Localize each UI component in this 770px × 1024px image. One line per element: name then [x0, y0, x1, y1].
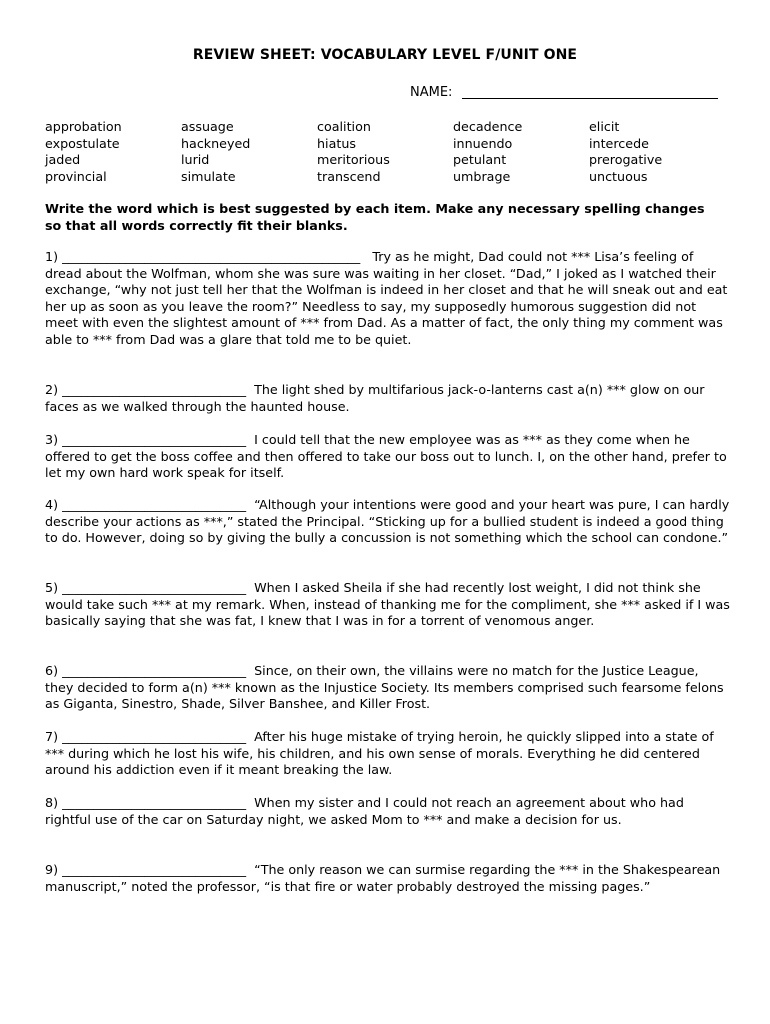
word-bank-item: petulant	[453, 152, 507, 168]
word-bank-item: unctuous	[589, 168, 648, 184]
answer-blank[interactable]: _____________________________	[62, 497, 247, 512]
question-item	[45, 795, 730, 828]
name-field	[410, 84, 718, 100]
question-text: Try as he might, Dad could not *** Lisa’s feeling of dread about the Wolfman, whom she was sure was waiting in her closet. “Dad,” I joked as I watched their exchange, “why not just tell her that the Wolfman is indeed in her closet and that he will sneak out and eat her up as soon as you leave the room?” Needless to say, my supposedly humorous suggestion did not meet with even the slightest amount of *** from Dad. As a matter of fact, the only thing my comment was able to *** from Dad was a glare that told me to be quiet.	[45, 249, 728, 347]
word-bank-item: transcend	[317, 168, 381, 184]
answer-blank[interactable]: _____________________________	[62, 432, 247, 447]
word-bank-item: lurid	[181, 152, 210, 168]
answer-blank[interactable]: _____________________________	[62, 382, 247, 397]
question-text: The light shed by multifarious jack-o-lanterns cast a(n) *** glow on our faces as we walked through the haunted house.	[45, 382, 705, 414]
word-bank-item: approbation	[45, 119, 122, 134]
word-bank-item: simulate	[181, 168, 236, 184]
question-item	[45, 862, 730, 895]
question-text: “The only reason we can surmise regarding the *** in the Shakespearean manuscript,” noted the professor, “is that fire or water probably destroyed the missing pages.”	[45, 862, 721, 894]
word-bank	[45, 119, 745, 185]
word-bank-item: decadence	[453, 119, 523, 134]
answer-blank[interactable]: _____________________________	[62, 729, 247, 744]
word-bank-item: innuendo	[453, 135, 513, 151]
answer-blank[interactable]: _____________________________	[62, 795, 247, 810]
question-number: 8)	[45, 795, 59, 810]
name-label: NAME:	[410, 85, 453, 100]
word-bank-item: expostulate	[45, 135, 120, 151]
question-text: After his huge mistake of trying heroin, he quickly slipped into a state of *** during which he lost his wife, his children, and his own sense of morals. Everything he did centered around his addiction even if it meant breaking the law.	[45, 729, 714, 778]
instructions: Write the word which is best suggested by each item. Make any necessary spelling changes so that all words correctly fit their blanks.	[45, 201, 705, 233]
answer-blank[interactable]: _______________________________________________	[62, 249, 361, 264]
question-item	[45, 663, 730, 713]
question-item	[45, 497, 730, 547]
question-text: Since, on their own, the villains were no match for the Justice League, they decided to form a(n) *** known as the Injustice Society. Its members comprised such fearsome felons as Giganta, Sinestro, Shade, Silver Banshee, and Killer Frost.	[45, 663, 724, 712]
question-text: “Although your intentions were good and your heart was pure, I can hardly describe your actions as ***,” stated the Principal. “Sticking up for a bullied student is indeed a good thing to do. However, doing so by giving the bully a concussion is not something which the school can condone.”	[45, 497, 730, 546]
question-item	[45, 249, 730, 349]
word-bank-item: assuage	[181, 119, 234, 134]
word-bank-item: hiatus	[317, 135, 356, 151]
question-item	[45, 580, 730, 630]
question-text: When my sister and I could not reach an agreement about who had rightful use of the car on Saturday night, we asked Mom to *** and make a decision for us.	[45, 795, 684, 827]
question-number: 6)	[45, 663, 59, 678]
question-text: I could tell that the new employee was as *** as they come when he offered to get the boss coffee and then offered to take our boss out to lunch. I, on the other hand, prefer to let my own hard work speak for itself.	[45, 432, 727, 481]
question-number: 9)	[45, 862, 59, 877]
question-number: 5)	[45, 580, 59, 595]
answer-blank[interactable]: _____________________________	[62, 663, 247, 678]
question-item	[45, 729, 730, 779]
question-text: When I asked Sheila if she had recently lost weight, I did not think she would take such *** at my remark. When, instead of thanking me for the compliment, she *** asked if I was basically saying that she was fat, I knew that I was in for a torrent of venomous anger.	[45, 580, 730, 629]
word-bank-item: provincial	[45, 168, 107, 184]
word-bank-item: coalition	[317, 119, 371, 134]
question-number: 2)	[45, 382, 59, 397]
name-blank-line[interactable]	[462, 84, 718, 99]
word-bank-item: intercede	[589, 135, 649, 151]
word-bank-item: meritorious	[317, 152, 390, 168]
word-bank-item: prerogative	[589, 152, 663, 168]
question-item	[45, 382, 730, 415]
answer-blank[interactable]: _____________________________	[62, 580, 247, 595]
page-title: REVIEW SHEET: VOCABULARY LEVEL F/UNIT ONE	[192, 47, 578, 63]
question-number: 7)	[45, 729, 59, 744]
word-bank-item: elicit	[589, 119, 620, 134]
question-number: 4)	[45, 497, 59, 512]
word-bank-item: umbrage	[453, 168, 511, 184]
word-bank-item: jaded	[45, 152, 81, 168]
question-item	[45, 432, 730, 482]
question-number: 3)	[45, 432, 59, 447]
word-bank-item: hackneyed	[181, 135, 251, 151]
question-number: 1)	[45, 249, 59, 264]
answer-blank[interactable]: _____________________________	[62, 862, 247, 877]
